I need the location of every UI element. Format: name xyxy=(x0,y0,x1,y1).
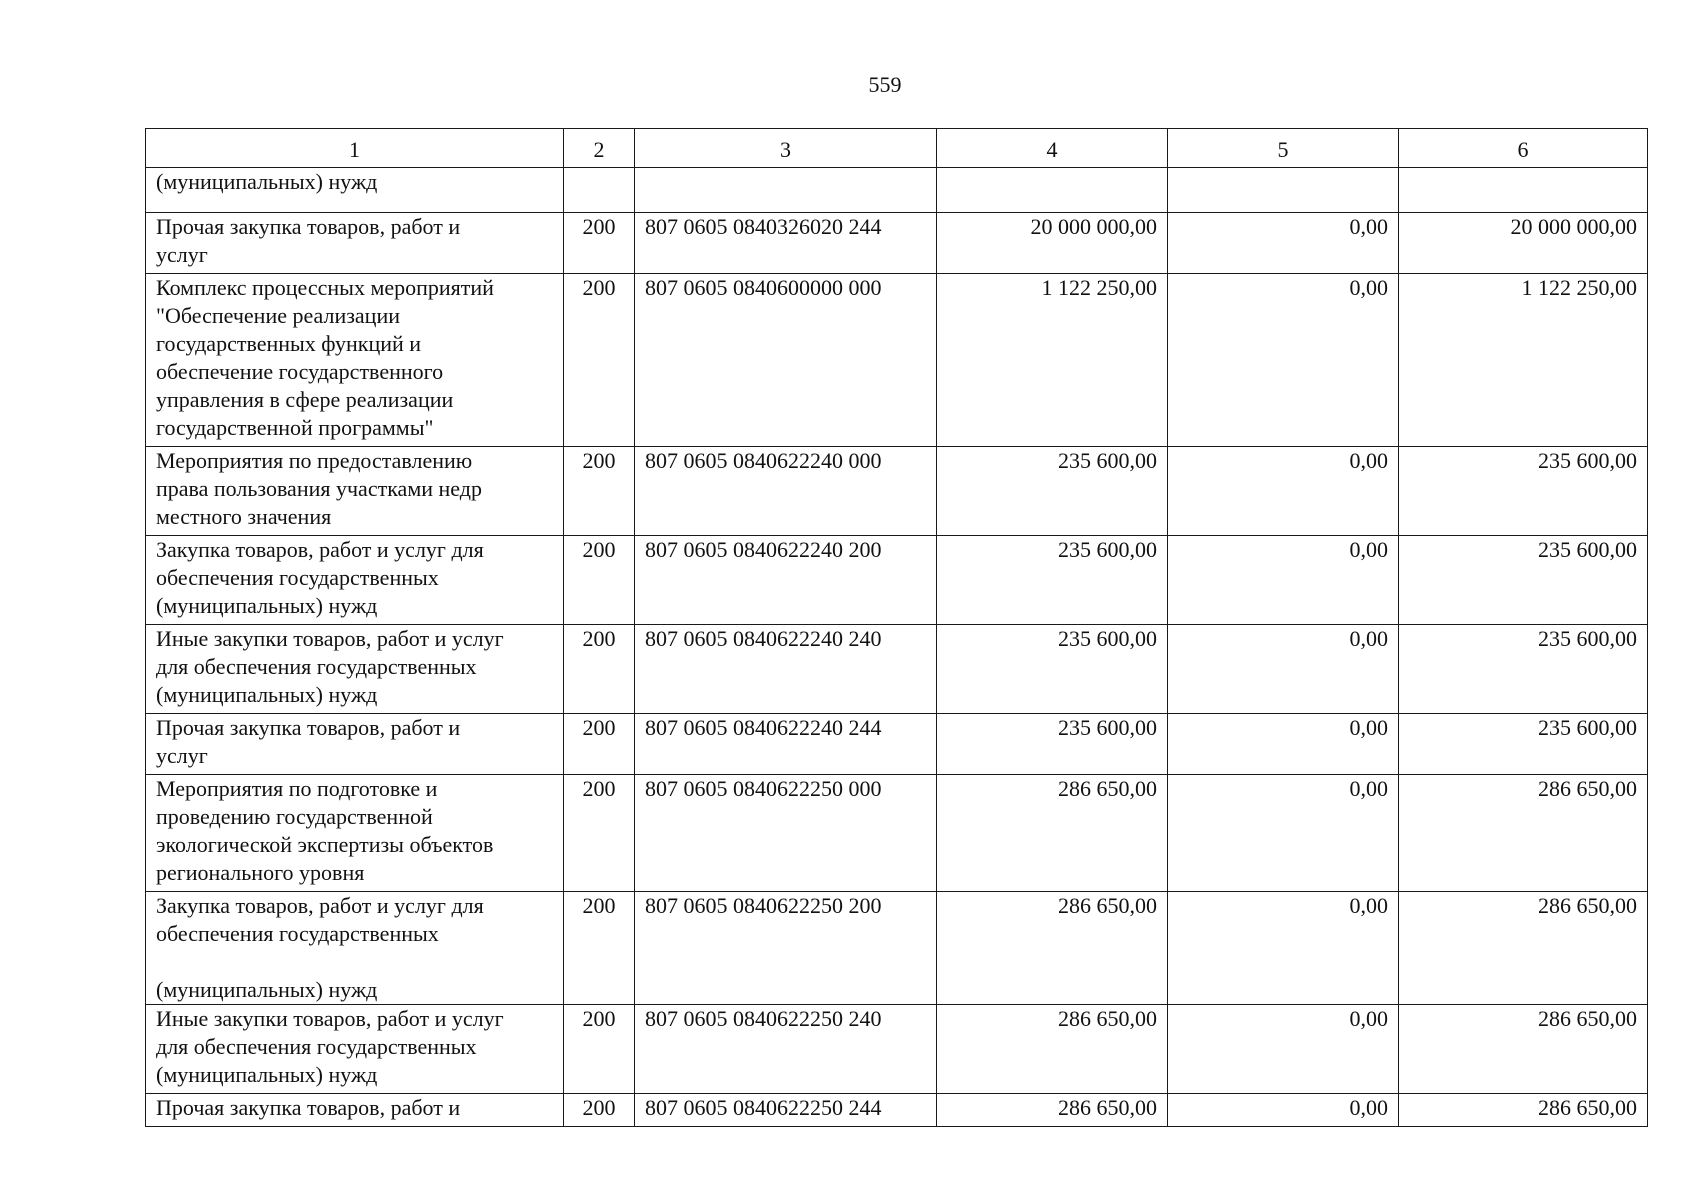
row-code xyxy=(635,168,937,213)
row-rcode: 200 xyxy=(564,714,635,775)
table-row xyxy=(146,1094,1648,1127)
column-header-2: 2 xyxy=(564,129,635,168)
row-col5: 0,00 xyxy=(1168,775,1399,892)
row-col6: 286 650,00 xyxy=(1399,892,1648,1005)
budget-table xyxy=(145,128,1648,1127)
row-rcode: 200 xyxy=(564,1094,635,1127)
row-col4: 286 650,00 xyxy=(937,892,1168,1005)
row-col4: 235 600,00 xyxy=(937,447,1168,536)
row-col6: 286 650,00 xyxy=(1399,1005,1648,1094)
table-row xyxy=(146,447,1648,536)
table-row xyxy=(146,892,1648,1005)
header-row xyxy=(146,129,1648,168)
row-col4: 286 650,00 xyxy=(937,1094,1168,1127)
row-code: 807 0605 0840622240 200 xyxy=(635,536,937,625)
row-code: 807 0605 0840622250 240 xyxy=(635,1005,937,1094)
row-col5: 0,00 xyxy=(1168,536,1399,625)
table-row xyxy=(146,536,1648,625)
column-header-4: 4 xyxy=(937,129,1168,168)
row-code: 807 0605 0840622250 244 xyxy=(635,1094,937,1127)
row-col4: 235 600,00 xyxy=(937,536,1168,625)
row-name: Прочая закупка товаров, работ и xyxy=(146,1094,564,1127)
row-col6 xyxy=(1399,168,1648,213)
row-name: Закупка товаров, работ и услуг для обеспечения государственных (муниципальных) нужд xyxy=(146,892,564,1005)
row-rcode xyxy=(564,168,635,213)
page-number: 559 xyxy=(868,72,902,97)
row-rcode: 200 xyxy=(564,536,635,625)
row-col4 xyxy=(937,168,1168,213)
row-col6: 235 600,00 xyxy=(1399,447,1648,536)
table-row xyxy=(146,168,1648,213)
column-header-1: 1 xyxy=(146,129,564,168)
row-col5: 0,00 xyxy=(1168,213,1399,274)
row-col5 xyxy=(1168,168,1399,213)
row-name: (муниципальных) нужд xyxy=(146,168,564,213)
row-col5: 0,00 xyxy=(1168,274,1399,447)
row-rcode: 200 xyxy=(564,892,635,1005)
table-row xyxy=(146,213,1648,274)
row-col5: 0,00 xyxy=(1168,892,1399,1005)
row-name: Прочая закупка товаров, работ и услуг xyxy=(146,213,564,274)
row-col6: 235 600,00 xyxy=(1399,714,1648,775)
row-name: Прочая закупка товаров, работ и услуг xyxy=(146,714,564,775)
column-header-3: 3 xyxy=(635,129,937,168)
row-code: 807 0605 0840326020 244 xyxy=(635,213,937,274)
row-col6: 20 000 000,00 xyxy=(1399,213,1648,274)
table-row xyxy=(146,1005,1648,1094)
row-code: 807 0605 0840622250 200 xyxy=(635,892,937,1005)
row-rcode: 200 xyxy=(564,274,635,447)
row-col5: 0,00 xyxy=(1168,714,1399,775)
row-rcode: 200 xyxy=(564,625,635,714)
row-col5: 0,00 xyxy=(1168,1005,1399,1094)
row-col4: 1 122 250,00 xyxy=(937,274,1168,447)
row-code: 807 0605 0840622240 000 xyxy=(635,447,937,536)
row-col5: 0,00 xyxy=(1168,1094,1399,1127)
row-col6: 235 600,00 xyxy=(1399,536,1648,625)
row-name: Иные закупки товаров, работ и услуг для обеспечения государственных (муниципальных) нужд xyxy=(146,1005,564,1094)
row-col4: 235 600,00 xyxy=(937,714,1168,775)
row-code: 807 0605 0840600000 000 xyxy=(635,274,937,447)
row-code: 807 0605 0840622250 000 xyxy=(635,775,937,892)
row-rcode: 200 xyxy=(564,213,635,274)
row-rcode: 200 xyxy=(564,447,635,536)
row-col5: 0,00 xyxy=(1168,447,1399,536)
row-code: 807 0605 0840622240 244 xyxy=(635,714,937,775)
row-name: Закупка товаров, работ и услуг для обеспечения государственных (муниципальных) нужд xyxy=(146,536,564,625)
column-header-5: 5 xyxy=(1168,129,1399,168)
column-header-6: 6 xyxy=(1399,129,1648,168)
row-name: Мероприятия по подготовке и проведению государственной экологической экспертизы объектов регионального уровня xyxy=(146,775,564,892)
row-col6: 1 122 250,00 xyxy=(1399,274,1648,447)
row-col4: 286 650,00 xyxy=(937,775,1168,892)
row-name: Мероприятия по предоставлению права пользования участками недр местного значения xyxy=(146,447,564,536)
row-col4: 20 000 000,00 xyxy=(937,213,1168,274)
row-col6: 286 650,00 xyxy=(1399,775,1648,892)
row-col5: 0,00 xyxy=(1168,625,1399,714)
row-col6: 286 650,00 xyxy=(1399,1094,1648,1127)
table-row xyxy=(146,274,1648,447)
table-row xyxy=(146,714,1648,775)
row-name: Иные закупки товаров, работ и услуг для обеспечения государственных (муниципальных) нужд xyxy=(146,625,564,714)
row-rcode: 200 xyxy=(564,775,635,892)
row-name: Комплекс процессных мероприятий "Обеспечение реализации государственных функций и обеспечение государственного управления в сфере реализации государственной программы" xyxy=(146,274,564,447)
row-col6: 235 600,00 xyxy=(1399,625,1648,714)
row-rcode: 200 xyxy=(564,1005,635,1094)
row-col4: 235 600,00 xyxy=(937,625,1168,714)
row-col4: 286 650,00 xyxy=(937,1005,1168,1094)
table-row xyxy=(146,775,1648,892)
row-code: 807 0605 0840622240 240 xyxy=(635,625,937,714)
table-row xyxy=(146,625,1648,714)
